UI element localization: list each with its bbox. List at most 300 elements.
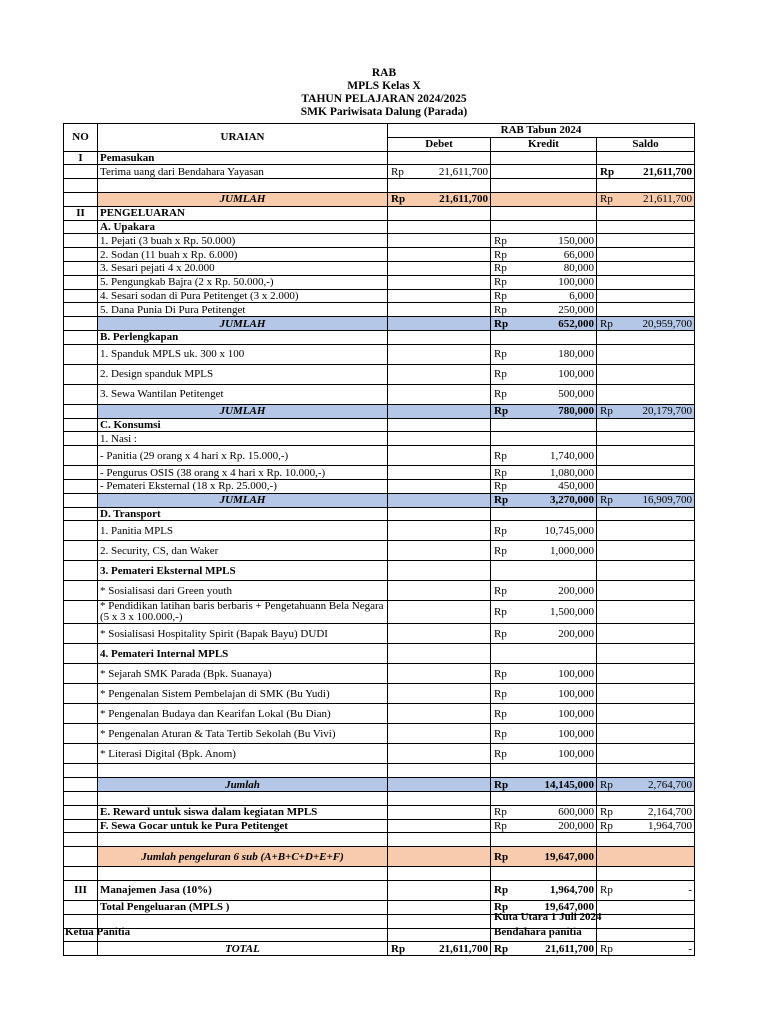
- row-debet-amount: 21,611,700: [439, 942, 488, 955]
- col-saldo-header: Saldo: [597, 137, 695, 151]
- row-saldo: [597, 764, 695, 778]
- col-rab-header: RAB Tabun 2024: [388, 124, 695, 138]
- row-no: [64, 819, 98, 833]
- table-row: [64, 819, 695, 833]
- row-kredit: [491, 624, 597, 644]
- row-uraian: * Pengenalan Aturan & Tata Tertib Sekolah (Bu Vivi): [98, 724, 388, 744]
- row-kredit-currency: Rp: [494, 942, 509, 955]
- row-uraian: - Panitia (29 orang x 4 hari x Rp. 15.000,-): [98, 446, 388, 466]
- row-uraian: [98, 179, 388, 193]
- row-kredit-amount: 652,000: [558, 317, 594, 330]
- row-debet: [388, 561, 491, 581]
- row-kredit-currency: Rp: [494, 884, 509, 897]
- row-kredit: [491, 521, 597, 541]
- row-kredit: [491, 664, 597, 684]
- ketua-panitia-label: Ketua Panitia: [65, 926, 131, 938]
- table-row: [64, 880, 695, 900]
- row-uraian: Manajemen Jasa (10%): [98, 880, 388, 900]
- row-kredit: [491, 151, 597, 165]
- row-kredit-currency: Rp: [494, 262, 507, 275]
- row-debet: [388, 179, 491, 193]
- table-row: [64, 684, 695, 704]
- row-saldo: [597, 432, 695, 446]
- row-debet-amount: 21,611,700: [439, 193, 488, 206]
- doc-school: SMK Pariwisata Dalung (Parada): [300, 106, 468, 118]
- row-debet: [388, 764, 491, 778]
- table-row: [64, 867, 695, 881]
- table-row: [64, 581, 695, 601]
- row-uraian: [98, 867, 388, 881]
- row-saldo: [597, 778, 695, 792]
- row-kredit-currency: Rp: [494, 303, 507, 316]
- row-kredit-currency: Rp: [494, 524, 507, 537]
- row-no: III: [64, 880, 98, 900]
- row-debet: [388, 833, 491, 847]
- row-no: [64, 744, 98, 764]
- row-debet: [388, 275, 491, 289]
- row-saldo: [597, 805, 695, 819]
- row-no: [64, 521, 98, 541]
- row-debet: [388, 521, 491, 541]
- row-saldo-currency: Rp: [600, 942, 613, 955]
- row-kredit: [491, 275, 597, 289]
- col-debet-header: Debet: [388, 137, 491, 151]
- row-uraian: 3. Pemateri Eksternal MPLS: [98, 561, 388, 581]
- row-saldo: [597, 234, 695, 248]
- row-no: [64, 624, 98, 644]
- row-uraian: Jumlah: [98, 778, 388, 792]
- row-no: [64, 179, 98, 193]
- row-no: [64, 275, 98, 289]
- row-saldo: [597, 446, 695, 466]
- row-kredit: [491, 819, 597, 833]
- table-header-row: [64, 124, 695, 138]
- row-saldo-currency: Rp: [600, 317, 613, 330]
- row-no: [64, 344, 98, 364]
- row-kredit: [491, 303, 597, 317]
- row-uraian: - Pengurus OSIS (38 orang x 4 hari x Rp. 10.000,-): [98, 466, 388, 480]
- row-kredit-currency: Rp: [494, 234, 507, 247]
- row-uraian: * Pengenalan Budaya dan Kearifan Lokal (Bu Dian): [98, 704, 388, 724]
- table-row: [64, 847, 695, 867]
- row-no: [64, 764, 98, 778]
- row-kredit: [491, 446, 597, 466]
- row-no: [64, 479, 98, 493]
- row-no: [64, 493, 98, 507]
- row-kredit: [491, 192, 597, 206]
- row-uraian: E. Reward untuk siswa dalam kegiatan MPLS: [98, 805, 388, 819]
- row-no: [64, 644, 98, 664]
- row-debet: [388, 261, 491, 275]
- row-debet: [388, 151, 491, 165]
- row-debet: [388, 624, 491, 644]
- row-kredit-currency: Rp: [494, 747, 507, 760]
- row-no: [64, 404, 98, 418]
- row-saldo: [597, 165, 695, 179]
- row-kredit: [491, 805, 597, 819]
- table-row: [64, 644, 695, 664]
- row-kredit-amount: 19,647,000: [544, 901, 594, 914]
- row-debet: [388, 880, 491, 900]
- row-uraian: F. Sewa Gocar untuk ke Pura Petitenget: [98, 819, 388, 833]
- row-debet: [388, 644, 491, 664]
- row-debet: [388, 805, 491, 819]
- row-saldo: [597, 289, 695, 303]
- row-kredit-currency: Rp: [494, 388, 507, 401]
- row-kredit: [491, 261, 597, 275]
- row-debet: [388, 466, 491, 480]
- row-debet: [388, 317, 491, 331]
- row-uraian: * Literasi Digital (Bpk. Anom): [98, 744, 388, 764]
- row-kredit-amount: 100,000: [558, 707, 594, 720]
- row-saldo: [597, 275, 695, 289]
- row-uraian: 3. Sewa Wantilan Petitenget: [98, 384, 388, 404]
- row-kredit-amount: 250,000: [558, 303, 594, 316]
- row-kredit: [491, 880, 597, 900]
- row-saldo: [597, 151, 695, 165]
- row-no: [64, 541, 98, 561]
- row-uraian: JUMLAH: [98, 317, 388, 331]
- row-debet: [388, 942, 491, 956]
- place-date: Kuta Utara 1 Juli 2024: [494, 911, 602, 923]
- row-debet: [388, 778, 491, 792]
- row-no: [64, 847, 98, 867]
- row-kredit-amount: 3,270,000: [550, 494, 594, 507]
- table-row: [64, 724, 695, 744]
- row-uraian: [98, 928, 388, 942]
- row-debet-currency: Rp: [391, 942, 406, 955]
- row-kredit: [491, 541, 597, 561]
- table-row: [64, 206, 695, 220]
- row-kredit: [491, 847, 597, 867]
- row-kredit-amount: 100,000: [558, 276, 594, 289]
- row-debet: [388, 493, 491, 507]
- row-no: [64, 561, 98, 581]
- row-no: [64, 684, 98, 704]
- row-saldo: [597, 541, 695, 561]
- row-kredit-amount: 1,964,700: [550, 884, 594, 897]
- table-row: [64, 192, 695, 206]
- row-debet-currency: Rp: [391, 193, 406, 206]
- row-uraian: Terima uang dari Bendahara Yayasan: [98, 165, 388, 179]
- row-saldo-amount: 21,611,700: [642, 193, 693, 206]
- row-kredit-amount: 21,611,700: [545, 942, 594, 955]
- row-debet: [388, 900, 491, 914]
- row-saldo: [597, 624, 695, 644]
- row-saldo: [597, 479, 695, 493]
- row-kredit-currency: Rp: [494, 778, 509, 791]
- row-kredit: [491, 289, 597, 303]
- row-kredit-amount: 780,000: [558, 405, 594, 418]
- row-kredit-amount: 80,000: [563, 262, 594, 275]
- row-kredit-currency: Rp: [494, 584, 507, 597]
- row-kredit: [491, 791, 597, 805]
- row-kredit: [491, 479, 597, 493]
- row-kredit: [491, 344, 597, 364]
- row-saldo: [597, 418, 695, 432]
- row-kredit-amount: 450,000: [558, 480, 594, 493]
- row-saldo: [597, 179, 695, 193]
- row-kredit: [491, 234, 597, 248]
- row-saldo: [597, 466, 695, 480]
- row-kredit-currency: Rp: [494, 276, 507, 289]
- table-row: [64, 220, 695, 234]
- row-kredit-currency: Rp: [494, 317, 509, 330]
- row-uraian: Jumlah pengeluran 6 sub (A+B+C+D+E+F): [98, 847, 388, 867]
- row-no: [64, 805, 98, 819]
- row-kredit-currency: Rp: [494, 901, 509, 914]
- row-kredit-amount: 100,000: [558, 368, 594, 381]
- table-row: [64, 479, 695, 493]
- table-row: [64, 364, 695, 384]
- row-debet-currency: Rp: [391, 165, 404, 178]
- row-saldo: [597, 521, 695, 541]
- row-kredit: [491, 418, 597, 432]
- row-uraian: [98, 764, 388, 778]
- doc-title: RAB: [371, 67, 397, 79]
- row-kredit: [491, 704, 597, 724]
- row-saldo: [597, 384, 695, 404]
- row-debet: [388, 206, 491, 220]
- budget-table: [63, 123, 695, 956]
- row-saldo-currency: Rp: [600, 494, 613, 507]
- row-saldo: [597, 330, 695, 344]
- table-row: [64, 275, 695, 289]
- table-row: [64, 466, 695, 480]
- table-row: [64, 344, 695, 364]
- table-row: [64, 179, 695, 193]
- table-row: [64, 664, 695, 684]
- row-debet: [388, 601, 491, 624]
- row-kredit: [491, 684, 597, 704]
- row-kredit-amount: 1,000,000: [550, 544, 594, 557]
- table-row: [64, 289, 695, 303]
- row-kredit: [491, 466, 597, 480]
- row-no: [64, 833, 98, 847]
- row-saldo-amount: 16,909,700: [642, 494, 693, 507]
- row-no: [64, 507, 98, 521]
- row-kredit-amount: 100,000: [558, 667, 594, 680]
- row-kredit: [491, 942, 597, 956]
- row-saldo-currency: Rp: [600, 778, 613, 791]
- row-saldo: [597, 867, 695, 881]
- table-row: [64, 446, 695, 466]
- row-uraian: 2. Sodan (11 buah x Rp. 6.000): [98, 248, 388, 262]
- row-uraian: PENGELUARAN: [98, 206, 388, 220]
- row-no: I: [64, 151, 98, 165]
- col-kredit-header: Kredit: [491, 137, 597, 151]
- row-no: [64, 261, 98, 275]
- table-row: [64, 561, 695, 581]
- row-saldo-amount: 2,164,700: [648, 806, 693, 819]
- table-row: [64, 928, 695, 942]
- row-debet: [388, 364, 491, 384]
- table-row: [64, 744, 695, 764]
- document-header: [0, 67, 768, 119]
- row-saldo-currency: Rp: [600, 405, 613, 418]
- row-kredit: [491, 601, 597, 624]
- row-kredit: [491, 330, 597, 344]
- table-row: [64, 234, 695, 248]
- row-no: [64, 601, 98, 624]
- row-kredit-currency: Rp: [494, 480, 507, 493]
- row-kredit-currency: Rp: [494, 466, 507, 479]
- doc-year: TAHUN PELAJARAN 2024/2025: [301, 93, 467, 105]
- row-kredit-amount: 1,500,000: [550, 605, 594, 618]
- row-saldo: [597, 248, 695, 262]
- row-debet: [388, 479, 491, 493]
- row-debet: [388, 541, 491, 561]
- row-kredit: [491, 404, 597, 418]
- row-uraian: 1. Panitia MPLS: [98, 521, 388, 541]
- row-no: [64, 248, 98, 262]
- table-row: [64, 507, 695, 521]
- row-saldo-amount: 20,179,700: [642, 405, 693, 418]
- row-debet: [388, 724, 491, 744]
- table-row: [64, 521, 695, 541]
- row-uraian: 5. Dana Punia Di Pura Petitenget: [98, 303, 388, 317]
- row-uraian: 5. Pengungkab Bajra (2 x Rp. 50.000,-): [98, 275, 388, 289]
- row-debet: [388, 819, 491, 833]
- row-debet: [388, 446, 491, 466]
- row-uraian: D. Transport: [98, 507, 388, 521]
- row-no: [64, 724, 98, 744]
- col-no-header: NO: [64, 124, 98, 152]
- row-no: [64, 432, 98, 446]
- row-saldo: [597, 561, 695, 581]
- row-kredit: [491, 206, 597, 220]
- row-kredit: [491, 248, 597, 262]
- row-no: [64, 900, 98, 914]
- row-kredit: [491, 867, 597, 881]
- table-row: [64, 384, 695, 404]
- row-debet: [388, 507, 491, 521]
- row-saldo: [597, 404, 695, 418]
- row-no: [64, 192, 98, 206]
- row-saldo: [597, 507, 695, 521]
- row-uraian: - Pemateri Eksternal (18 x Rp. 25.000,-): [98, 479, 388, 493]
- row-no: [64, 778, 98, 792]
- row-uraian: * Pendidikan latihan baris berbaris + Pengetahuann Bela Negara (5 x 3 x 100.000,-): [98, 601, 388, 624]
- row-debet: [388, 847, 491, 867]
- row-debet: [388, 432, 491, 446]
- table-row: [64, 261, 695, 275]
- table-row: [64, 248, 695, 262]
- row-kredit: [491, 778, 597, 792]
- table-row: [64, 432, 695, 446]
- row-saldo: [597, 644, 695, 664]
- row-kredit-currency: Rp: [494, 850, 509, 863]
- row-kredit-amount: 1,080,000: [550, 466, 594, 479]
- row-kredit-amount: 100,000: [558, 727, 594, 740]
- row-debet: [388, 581, 491, 601]
- row-saldo-amount: -: [688, 942, 693, 955]
- row-saldo: [597, 847, 695, 867]
- row-uraian: TOTAL: [98, 942, 388, 956]
- row-uraian: * Sosialisasi Hospitality Spirit (Bapak Bayu) DUDI: [98, 624, 388, 644]
- table-row: [64, 764, 695, 778]
- row-no: [64, 289, 98, 303]
- row-no: [64, 384, 98, 404]
- row-debet: [388, 744, 491, 764]
- row-no: [64, 330, 98, 344]
- row-saldo: [597, 493, 695, 507]
- row-kredit: [491, 764, 597, 778]
- row-debet: [388, 330, 491, 344]
- row-kredit-currency: Rp: [494, 348, 507, 361]
- row-saldo: [597, 317, 695, 331]
- row-saldo: [597, 684, 695, 704]
- row-kredit-amount: 150,000: [558, 234, 594, 247]
- row-saldo: [597, 928, 695, 942]
- row-uraian: Pemasukan: [98, 151, 388, 165]
- row-saldo: [597, 206, 695, 220]
- row-kredit: [491, 644, 597, 664]
- row-saldo: [597, 261, 695, 275]
- doc-subtitle: MPLS Kelas X: [347, 80, 421, 92]
- row-debet: [388, 384, 491, 404]
- row-debet-amount: 21,611,700: [438, 165, 488, 178]
- row-saldo: [597, 724, 695, 744]
- table-row: [64, 624, 695, 644]
- row-kredit-currency: Rp: [494, 605, 507, 618]
- row-kredit: [491, 581, 597, 601]
- row-saldo: [597, 791, 695, 805]
- row-saldo: [597, 942, 695, 956]
- row-kredit-amount: 10,745,000: [544, 524, 594, 537]
- row-debet: [388, 192, 491, 206]
- row-no: [64, 220, 98, 234]
- row-no: [64, 418, 98, 432]
- table-row: [64, 601, 695, 624]
- row-saldo-currency: Rp: [600, 819, 613, 832]
- row-kredit: [491, 833, 597, 847]
- row-kredit-amount: 19,647,000: [544, 850, 594, 863]
- row-kredit-currency: Rp: [494, 806, 507, 819]
- row-uraian: JUMLAH: [98, 404, 388, 418]
- row-kredit-currency: Rp: [494, 707, 507, 720]
- row-saldo: [597, 581, 695, 601]
- row-no: [64, 664, 98, 684]
- row-kredit-currency: Rp: [494, 368, 507, 381]
- row-no: II: [64, 206, 98, 220]
- row-kredit-amount: 180,000: [558, 348, 594, 361]
- row-saldo: [597, 833, 695, 847]
- row-debet: [388, 289, 491, 303]
- row-kredit-amount: 14,145,000: [544, 778, 594, 791]
- row-saldo: [597, 220, 695, 234]
- bendahara-label: Bendahara panitia: [494, 926, 582, 938]
- row-uraian: A. Upakara: [98, 220, 388, 234]
- row-saldo: [597, 303, 695, 317]
- row-kredit-currency: Rp: [494, 687, 507, 700]
- row-no: [64, 364, 98, 384]
- row-saldo-currency: Rp: [600, 884, 613, 897]
- row-uraian: 1. Pejati (3 buah x Rp. 50.000): [98, 234, 388, 248]
- row-kredit: [491, 744, 597, 764]
- row-uraian: 3. Sesari pejati 4 x 20.000: [98, 261, 388, 275]
- row-uraian: * Sosialisasi dari Green youth: [98, 581, 388, 601]
- row-saldo-amount: 20,959,700: [642, 317, 693, 330]
- row-uraian: Total Pengeluaran (MPLS ): [98, 900, 388, 914]
- row-saldo: [597, 704, 695, 724]
- row-debet: [388, 344, 491, 364]
- row-uraian: [98, 791, 388, 805]
- row-uraian: 2. Security, CS, dan Waker: [98, 541, 388, 561]
- row-no: [64, 466, 98, 480]
- row-saldo: [597, 601, 695, 624]
- row-no: [64, 446, 98, 466]
